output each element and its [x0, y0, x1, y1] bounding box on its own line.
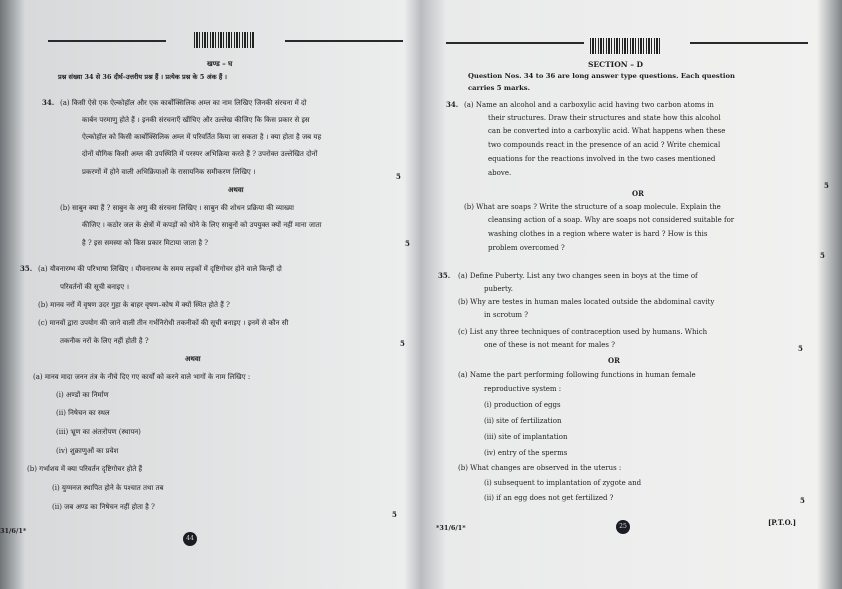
or-separator: अथवा — [228, 185, 244, 194]
q35b2-line: (b) What changes are observed in the uterus : — [458, 464, 622, 472]
q35c-line: (c) List any three techniques of contraception used by humans. Which — [458, 328, 708, 336]
marks: 5 — [798, 344, 803, 353]
marks: 5 — [392, 510, 397, 519]
instruction-text: प्रश्न संख्या 34 से 36 दीर्घ–उत्तरीय प्रश्न हैं । प्रत्येक प्रश्न के 5 अंक हैं । — [58, 73, 228, 81]
q34a-line: प्रकरणों में होने वाली अभिक्रियाओं के रासायनिक समीकरण लिखिए । — [82, 168, 256, 176]
q35a2-item: (ii) निषेचन का स्थल — [56, 409, 110, 417]
instruction-text: Question Nos. 34 to 36 are long answer type questions. Each question — [468, 72, 735, 80]
header-rule-left — [446, 42, 584, 44]
q34b-line: problem overcomed ? — [488, 244, 565, 252]
q35a2-item: (iii) site of implantation — [484, 433, 568, 441]
q35c-line: one of these is not meant for males ? — [484, 341, 616, 349]
q35b-line: in scrotum ? — [484, 311, 528, 319]
q34a-line: ऐल्कोहॉल को किसी कार्बोक्सिलिक अम्ल में परिवर्तित किया जा सकता है । क्या होता है जब यह — [82, 133, 322, 141]
q34a-line: two compounds react in the presence of an acid ? Write chemical — [488, 141, 721, 149]
q35a2-line: (a) Name the part performing following functions in human female — [458, 371, 696, 379]
q35a2-item: (iv) शुक्राणुओं का प्रवेश — [56, 447, 119, 455]
q35b-line: (b) मानव नरों में वृषण उदर गुहा के बाहर वृषण–कोष में क्यों स्थित होते हैं ? — [38, 301, 230, 309]
q34a-line: कार्बन परमाणु होते हैं । इनकी संरचनाएँ खींचिए और उल्लेख कीजिए कि किस प्रकार से इस — [82, 116, 310, 124]
q34a-line: (a) Name an alcohol and a carboxylic acid having two carbon atoms in — [464, 101, 714, 109]
question-34-number: 34. — [42, 98, 55, 107]
page-number: 25 — [616, 520, 630, 534]
question-34-number: 34. — [446, 100, 459, 109]
q34b-line: cleansing action of a soap. Why are soaps not considered suitable for — [488, 216, 735, 224]
q34b-line: कीजिए । कठोर जल के क्षेत्रों में कपड़ों को धोने के लिए साबुनों को उपयुक्त क्यों नहीं माना जाता — [82, 221, 322, 229]
section-heading: SECTION – D — [588, 60, 644, 69]
marks: 5 — [396, 172, 401, 181]
q34a-line: equations for the reactions involved in the two cases mentioned — [488, 155, 716, 163]
q35a-line: परिवर्तनों की सूची बनाइए । — [60, 283, 129, 291]
or-separator: OR — [608, 356, 620, 365]
marks: 5 — [405, 239, 410, 248]
footer-code: *31/6/1* — [436, 524, 466, 532]
q35b2-item: (i) युग्मनज स्थापित होने के पश्चात तथा तब — [52, 484, 164, 492]
page-number: 44 — [183, 532, 197, 546]
instruction-text: carries 5 marks. — [468, 84, 530, 92]
pto-label: [P.T.O.] — [768, 518, 797, 527]
or-separator: अथवा — [185, 354, 201, 363]
header-rule-right — [690, 42, 808, 44]
q34a-line: (a) किसी ऐसे एक ऐल्कोहॉल और एक कार्बोक्सिलिक अम्ल का नाम लिखिए जिनकी संरचना में दो — [60, 99, 307, 107]
header-rule-left — [48, 40, 166, 42]
q34b-line: है ? इस समस्या को किस प्रकार मिटाया जाता है ? — [82, 239, 209, 247]
q35b2-line: (b) गर्भाशय में क्या परिवर्तन दृष्टिगोचर होते हैं — [27, 465, 143, 473]
barcode — [590, 38, 660, 54]
marks: 5 — [824, 181, 829, 190]
q35b-line: (b) Why are testes in human males located outside the abdominal cavity — [458, 298, 715, 306]
q35a-line: puberty. — [484, 285, 514, 293]
q34a-line: can be converted into a carboxylic acid. What happens when these — [488, 127, 726, 135]
q35a2-item: (i) production of eggs — [484, 401, 561, 409]
q34b-line: (b) साबुन क्या हैं ? साबुन के अणु की संरचना लिखिए । साबुन की शोधन प्रक्रिया की व्याख्या — [60, 204, 294, 212]
question-35-number: 35. — [438, 271, 451, 280]
header-rule-right — [285, 40, 403, 42]
marks: 5 — [400, 339, 405, 348]
q35b2-item: (ii) if an egg does not get fertilized ? — [484, 494, 614, 502]
q34a-line: above. — [488, 169, 512, 177]
or-separator: OR — [632, 189, 644, 198]
q35a2-item: (iv) entry of the sperms — [484, 449, 568, 457]
q35a-line: (a) Define Puberty. List any two changes seen in boys at the time of — [458, 272, 698, 280]
q35b2-item: (ii) जब अण्ड का निषेचन नहीं होता है ? — [52, 503, 155, 511]
q35a-line: (a) यौवनारम्भ की परिभाषा लिखिए । यौवनारम्भ के समय लड़कों में दृष्टिगोचर होने वाले किन्हीं दो — [38, 265, 282, 273]
q35c-line: तकनीक नरों के लिए नहीं होती है ? — [60, 337, 149, 345]
right-page-english — [432, 0, 842, 589]
footer-code: 31/6/1* — [0, 527, 27, 535]
q34b-line: (b) What are soaps ? Write the structure of a soap molecule. Explain the — [464, 203, 721, 211]
q35a2-line: (a) मानव मादा जनन तंत्र के नीचे दिए गए कार्यों को करने वाले भागों के नाम लिखिए : — [33, 373, 251, 381]
barcode — [194, 32, 254, 48]
section-heading: खण्ड – घ — [207, 59, 233, 68]
q34b-line: washing clothes in a region where water is hard ? How is this — [488, 230, 708, 238]
marks: 5 — [820, 251, 825, 260]
marks: 5 — [800, 496, 805, 505]
q34a-line: दोनों यौगिक किसी अम्ल की उपस्थिति में परस्पर अभिक्रिया करते हैं ? उपरोक्त उल्लेखित दोनों — [82, 150, 318, 158]
q34a-line: their structures. Draw their structures and state how this alcohol — [488, 114, 721, 122]
q35a2-item: (i) अण्डों का निर्माण — [56, 391, 109, 399]
q35a2-item: (ii) site of fertilization — [484, 417, 562, 425]
q35a2-item: (iii) भ्रूण का अंतःरोपण (स्थापन) — [56, 428, 141, 436]
q35a2-line: reproductive system : — [484, 385, 562, 393]
q35c-line: (c) मानवों द्वारा उपयोग की जाने वाली तीन गर्भनिरोधी तकनीकों की सूची बनाइए । इनमें से कौन सी — [38, 319, 289, 327]
question-35-number: 35. — [20, 264, 33, 273]
q35b2-item: (i) subsequent to implantation of zygote and — [484, 479, 642, 487]
